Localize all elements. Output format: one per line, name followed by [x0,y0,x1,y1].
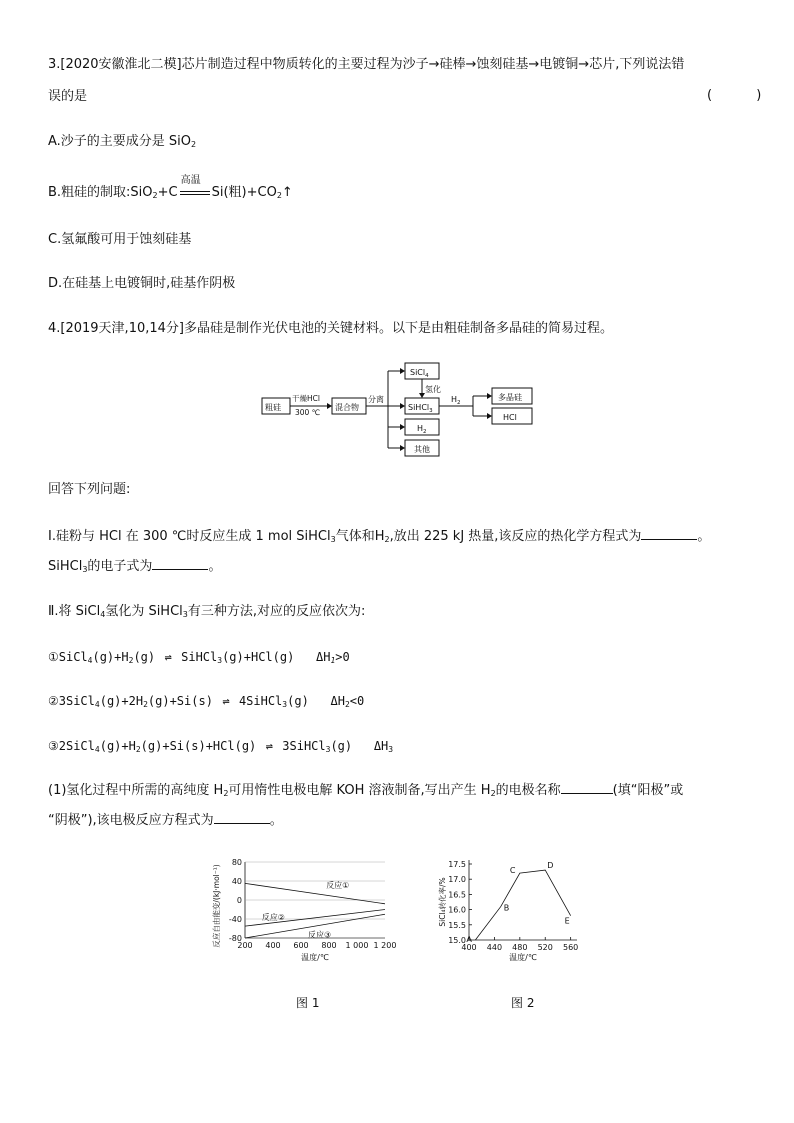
y-axis-label: 反应自由能变/(kJ·mol⁻¹) [212,864,221,948]
series-label: 反应① [326,881,350,891]
y-axis-label: SiCl₄转化率/% [438,877,447,927]
label-300c: 300 ℃ [295,408,321,417]
y-tick-label: 16.5 [448,890,466,900]
series-label: 反应③ [308,930,332,940]
point-label: B [503,903,510,913]
q3-option-a: A.沙子的主要成分是 SiO$_2$ [48,134,197,149]
point-label: E [564,916,570,926]
x-tick-label: 800 [321,941,337,950]
x-tick-label: 1 200 [373,941,397,950]
reaction-2: $②3SiCl_4(g)+2H_2(g)+Si(s)$ ⇌ 4SiHCl$_3$(g) $\Delta H_2<0$ [48,694,365,709]
q3-option-c: C.氢氟酸可用于蚀刻硅基 [48,232,192,247]
figure-2-caption: 图 2 [511,996,535,1010]
x-tick-label: 400 [461,943,477,952]
part-i-line1: Ⅰ.硅粉与 HCl 在 300 ℃时反应生成 1 mol SiHCl$_3$气体和$H_2$,放出 225 kJ 热量,该反应的热化学方程式为 。 [48,529,711,544]
part-i-line2: SiHCl$_3$的电子式为 。 [48,559,222,574]
box-other: 其他 [414,445,430,454]
q3-stem-line2: 误的是 [48,89,88,104]
x-axis-label: 温度/℃ [301,953,329,962]
series-line [475,870,570,940]
y-tick-label: 17.5 [448,860,466,869]
figure-1-chart [205,852,405,977]
x-tick-label: 520 [537,943,553,952]
point-label: C [509,866,516,876]
x-axis-label: 温度/℃ [509,953,537,962]
reaction-3: $③2SiCl_4(g)+H_2(g)+Si(s)+HCl(g)$ ⇌ 3SiHCl$_3$(g) $\Delta H_3$ [48,739,394,754]
x-tick-label: 600 [293,941,309,950]
y-tick-label: -40 [228,915,242,924]
part-ii-intro: Ⅱ.将 SiCl$_4$氢化为 SiHCl$_3$有三种方法,对应的反应依次为: [48,604,366,619]
box-hcl: HCl [503,413,517,422]
y-tick-label: 40 [231,877,242,886]
label-separate: 分离 [368,395,384,404]
box-h2: $H_2$ [417,424,427,435]
point-label: D [547,861,554,871]
label-dry-hcl: 干燥HCl [292,394,320,403]
series-label: 反应② [261,913,285,923]
q3-option-d: D.在硅基上电镀铜时,硅基作阴极 [48,276,236,291]
y-tick-label: -80 [228,934,242,943]
x-tick-label: 200 [237,941,253,950]
answer-prompt: 回答下列问题: [48,482,131,497]
y-tick-label: 15.0 [448,936,466,945]
flow-diagram [255,358,545,462]
x-tick-label: 480 [512,943,528,952]
condition-high-temp: 高温 [180,175,201,186]
x-tick-label: 400 [265,941,281,950]
figure-2-chart [435,852,585,977]
box-sicl4: SiCl$_4$ [410,368,429,379]
blank-electrode-name[interactable] [561,781,613,794]
box-mixture: 混合物 [335,403,359,412]
y-tick-label: 0 [236,896,242,905]
equal-sign [180,191,210,195]
x-tick-label: 1 000 [345,941,369,950]
box-sihcl3: SiHCl$_3$ [408,403,433,414]
q4-intro: 4.[2019天津,10,14分]多晶硅是制作光伏电池的关键材料。以下是由粗硅制备多晶硅的简易过程。 [48,321,613,336]
blank-thermochem[interactable] [641,527,697,540]
part-1-line2: “阴极”),该电极反应方程式为 。 [48,813,283,828]
y-tick-label: 15.5 [448,920,466,930]
y-tick-label: 17.0 [448,875,466,885]
equilibrium-arrow: ⇌ [222,694,230,708]
point-label: A [466,935,472,944]
series-line [245,883,385,903]
part-1-line1: (1)氢化过程中所需的高纯度 $H_2$可用惰性电极电解 KOH 溶液制备,写出产生 $H_2$的电极名称 (填“阳极”或 [48,783,684,798]
equilibrium-arrow: ⇌ [265,739,273,753]
q3-stem-line1: 3.[2020安徽淮北二模]芯片制造过程中物质转化的主要过程为沙子→硅棒→蚀刻硅基→电镀铜→芯片,下列说法错 [48,57,685,72]
box-crude-si: 粗硅 [265,403,281,412]
x-tick-label: 560 [563,943,579,952]
box-polysilicon: 多晶硅 [498,393,522,402]
blank-electrode-equation[interactable] [214,811,270,824]
label-hydrogenation: 氢化 [425,385,441,394]
figure-1-caption: 图 1 [296,996,320,1010]
y-tick-label: 80 [231,858,242,867]
x-tick-label: 440 [486,943,503,952]
reaction-1: $①SiCl_4(g)+H_2(g)$ ⇌ SiHCl$_3$(g)+HCl(g) $\Delta H_1>0$ [48,650,350,665]
answer-paren: ( ) [707,88,782,103]
q3-option-b: B.粗硅的制取:SiO$_2$+C 高温 Si(粗)$+CO_2↑$ [48,184,293,202]
label-h2: $H_2$ [451,395,461,406]
blank-electron-formula[interactable] [152,557,208,570]
equilibrium-arrow: ⇌ [164,650,172,664]
y-tick-label: 16.0 [448,905,466,915]
